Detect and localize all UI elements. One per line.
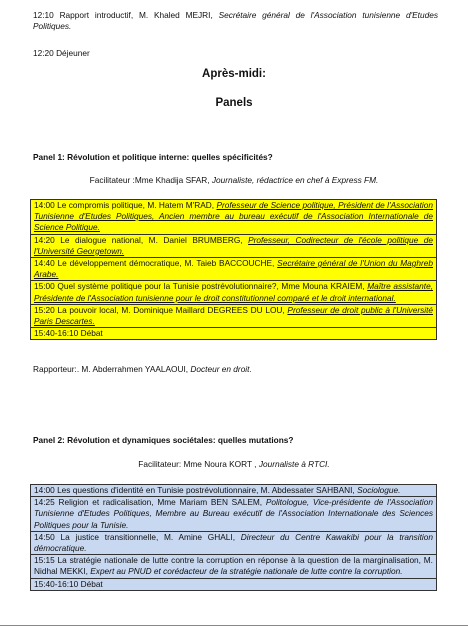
row-role: Professeur de droit public à l'Université Paris Descartes.	[34, 304, 433, 327]
table-row	[30, 305, 437, 328]
intro-title: Rapport introductif, M. Khaled MEJRI,	[59, 10, 213, 20]
row-main: 14:50 La justice transitionnelle, M. Amine GHALI,	[34, 531, 235, 542]
table-row	[30, 497, 437, 532]
table-row	[30, 579, 437, 591]
row-role: Sociologue.	[357, 485, 401, 495]
lunch-line: 12:20 Déjeuner	[33, 48, 90, 58]
row-main: 15:00 Quel système politique pour la Tunisie postrévolutionnaire?, Mme Mouna KRAIEM,	[34, 281, 365, 292]
table-row	[30, 200, 437, 235]
panel2-schedule-table	[30, 484, 437, 591]
panel2-facilitator-role: Journaliste à RTCI.	[258, 459, 330, 469]
panel2-facilitator	[0, 459, 468, 470]
row-role: Professeur, Codirecteur de l'école politique de l'Université Georgetown.	[34, 234, 433, 256]
row-role: Professeur de Science politique, Président de l'Association Tunisienne d'Etudes Politiques, Ancien membre au bureau exécutif de l'Association Internationale de Science Politique.	[34, 200, 434, 233]
table-row	[30, 532, 437, 555]
panel1-title: Panel 1: Révolution et politique interne: quelles spécificités?	[33, 152, 273, 162]
panels-heading: Panels	[215, 97, 253, 109]
row-role: Directeur du Centre Kawakibi pour la transition démocratique.	[34, 531, 433, 554]
intro-role: Secrétaire général de l'Association tunisienne d'Etudes Politiques.	[33, 10, 438, 32]
row-main: 14:20 Le dialogue national, M. Daniel BRUMBERG,	[34, 234, 243, 245]
rapporteur-label: Rapporteur:. M. Abderrahmen YAALAOUI,	[33, 364, 189, 374]
panel1-schedule-table	[30, 199, 437, 340]
panel2-facilitator-label: Facilitateur: Mme Noura KORT ,	[138, 459, 257, 469]
table-row	[30, 235, 437, 258]
row-main: 14:25 Religion et radicalisation, Mme Mariam BEN SALEM,	[34, 497, 263, 508]
row-main: 14:40 Le développement démocratique, M. Taieb BACCOUCHE,	[34, 258, 275, 269]
row-main: 15:20 La pouvoir local, M. Dominique Maillard DEGREES DU LOU,	[34, 304, 285, 315]
table-row	[30, 555, 437, 578]
panel1-facilitator	[0, 175, 468, 186]
panel2-title: Panel 2: Révolution et dynamiques sociétales: quelles mutations?	[33, 435, 294, 445]
row-role: Secrétaire général de l'Union du Maghreb Arabe.	[34, 258, 433, 280]
table-row	[30, 485, 437, 497]
row-role: Politologue, Vice-présidente de l'Association Tunisienne d'Etudes Politiques, Membre au Bureau exécutif de l'Association Internationale des Sciences Politiques pour la Tunisie.	[34, 497, 433, 530]
table-row	[30, 281, 437, 304]
rapporteur-role: Docteur en droit.	[190, 364, 252, 374]
panel1-rapporteur	[33, 364, 252, 375]
page-bottom-rule	[0, 625, 468, 626]
panel1-facilitator-role: Journaliste, rédactrice en chef à Express FM.	[211, 175, 379, 185]
panel1-facilitator-label: Facilitateur :Mme Khadija SFAR,	[89, 175, 210, 185]
row-main: 14:00 Le compromis politique, M. Hatem M'RAD,	[34, 200, 215, 210]
table-row	[30, 328, 437, 340]
row-role: Expert au PNUD et corédacteur de la stratégie nationale de lutte contre la corruption.	[90, 566, 403, 577]
table-row	[30, 258, 437, 281]
row-main: 15:40-16:10 Débat	[34, 328, 103, 339]
afternoon-heading: Après-midi:	[202, 68, 266, 80]
row-main: 15:40-16:10 Débat	[34, 578, 103, 589]
row-role: Maître assistante, Présidente de l'Association tunisienne pour le droit constitutionnel comparé et le droit international.	[34, 281, 433, 303]
row-main: 14:00 Les questions d'identité en Tunisie postrévolutionnaire, M. Abdessater SAHBANI,	[34, 485, 355, 495]
row-main: 15:15 La stratégie nationale de lutte contre la corruption en réponse à la question de la marginalisation, M. Nidhal MEKKI,	[34, 555, 433, 577]
intro-line	[33, 10, 438, 32]
intro-time: 12:10	[33, 10, 54, 20]
